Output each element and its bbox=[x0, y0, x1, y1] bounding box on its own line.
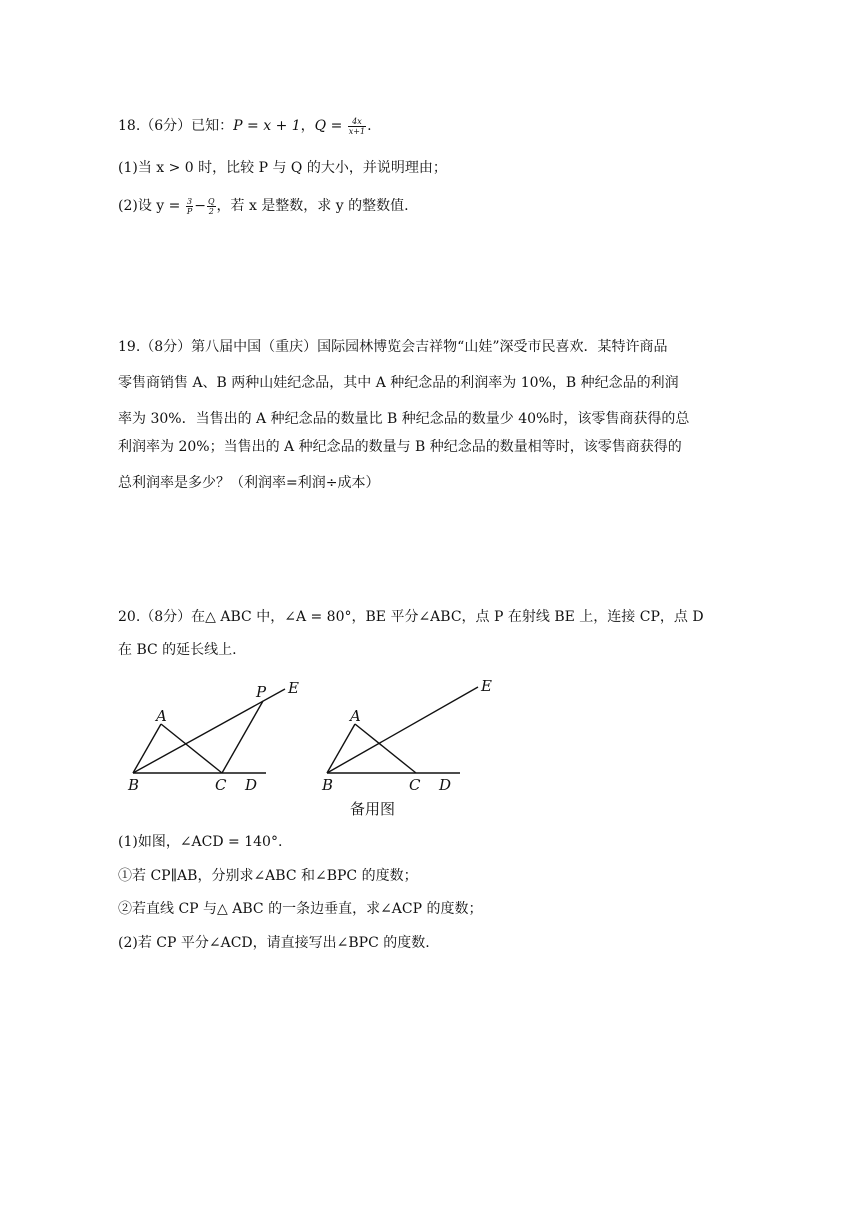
fig1-label-c: C bbox=[215, 776, 227, 794]
q18-f2-num: Q bbox=[207, 196, 215, 206]
q18-q-den: x+1 bbox=[348, 126, 366, 136]
fig2-seg-ac bbox=[355, 724, 416, 773]
q20-line2: 在 BC 的延长线上. bbox=[118, 642, 237, 658]
fig2-caption: 备用图 bbox=[350, 800, 396, 818]
q20-sub2: ②若直线 CP 与△ ABC 的一条边垂直，求∠ACP 的度数； bbox=[118, 901, 483, 917]
q18-end: . bbox=[367, 118, 372, 134]
q19-line3: 率为 30%．当售出的 A 种纪念品的数量比 B 种纪念品的数量少 40%时，该零售商获得的总 bbox=[118, 411, 690, 427]
q19-line5: 总利润率是多少？（利润率=利润÷成本） bbox=[118, 475, 380, 491]
q20-line1: 20.（8分）在△ ABC 中，∠A = 80°，BE 平分∠ABC，点 P 在射线 BE 上，连接 CP，点 D bbox=[118, 609, 704, 625]
q18-f2 bbox=[207, 197, 216, 216]
q18-line1 bbox=[118, 116, 372, 136]
fig1-label-b: B bbox=[128, 776, 140, 794]
fig1-label-e: E bbox=[288, 679, 299, 697]
q18-part1: (1)当 x > 0 时，比较 P 与 Q 的大小，并说明理由； bbox=[118, 160, 447, 176]
q20-figure-main bbox=[120, 676, 320, 796]
q18-part2-a: (2)设 y = bbox=[118, 198, 181, 214]
fig1-label-a: A bbox=[156, 707, 167, 725]
q20-part1: (1)如图，∠ACD = 140°. bbox=[118, 834, 283, 850]
fig2-label-a: A bbox=[350, 707, 361, 725]
fig2-ray-be bbox=[327, 687, 478, 773]
fig2-label-b: B bbox=[322, 776, 334, 794]
q20-sub1: ①若 CP∥AB，分别求∠ABC 和∠BPC 的度数； bbox=[118, 868, 418, 884]
q18-q-lhs: Q = bbox=[314, 118, 343, 134]
q18-f2-den: 2 bbox=[208, 206, 214, 216]
q18-p-def: P = x + 1 bbox=[233, 118, 301, 134]
q20-figure-backup bbox=[314, 676, 514, 796]
q20-part2: (2)若 CP 平分∠ACD，请直接写出∠BPC 的度数. bbox=[118, 935, 430, 951]
q18-f1-den: P bbox=[186, 206, 193, 216]
q19-line4: 利润率为 20%；当售出的 A 种纪念品的数量与 B 种纪念品的数量相等时，该零售商获得的 bbox=[118, 439, 682, 455]
q18-q-fraction bbox=[348, 117, 366, 136]
q18-f1 bbox=[186, 197, 193, 216]
fig2-label-d: D bbox=[439, 776, 452, 794]
q19-line1: 19.（8分）第八届中国（重庆）国际园林博览会吉祥物“山娃”深受市民喜欢．某特许商品 bbox=[118, 339, 668, 355]
fig1-seg-ac bbox=[161, 724, 222, 773]
q18-head: 18.（6分）已知： bbox=[118, 118, 234, 134]
q18-part2 bbox=[118, 196, 409, 216]
q18-f1-num: 3 bbox=[186, 196, 193, 206]
q18-minus: − bbox=[194, 198, 206, 214]
q18-q-num: 4x bbox=[348, 117, 366, 127]
fig1-label-p: P bbox=[256, 683, 267, 701]
fig2-label-c: C bbox=[409, 776, 421, 794]
q18-sep: ， bbox=[300, 118, 315, 134]
q18-part2-b: ，若 x 是整数，求 y 的整数值. bbox=[216, 198, 409, 214]
fig1-label-d: D bbox=[245, 776, 258, 794]
q19-line2: 零售商销售 A、B 两种山娃纪念品，其中 A 种纪念品的利润率为 10%，B 种纪念品的利润 bbox=[118, 375, 679, 391]
fig2-label-e: E bbox=[481, 677, 492, 695]
